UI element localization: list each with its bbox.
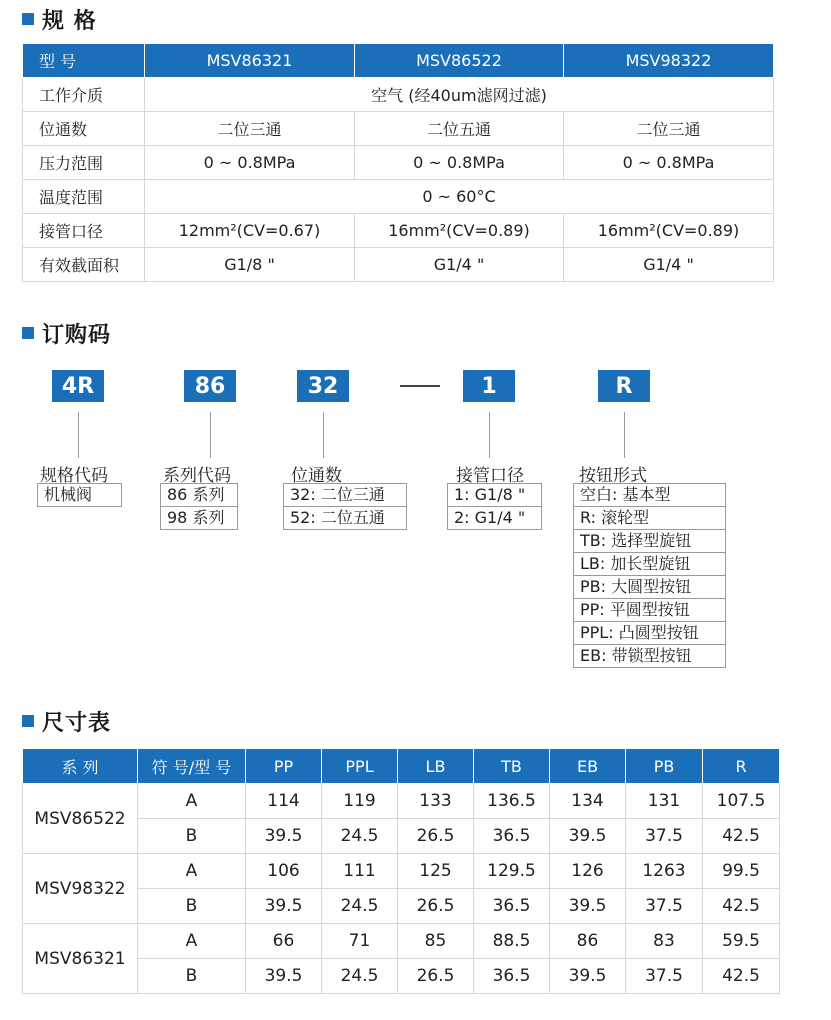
value-cell: 86 [550,924,626,959]
spec-cell: 二位五通 [355,112,564,146]
value-cell: 36.5 [474,889,550,924]
spec-table [22,43,774,282]
option-item: 98 系列 [160,506,238,530]
option-item: TB: 选择型旋钮 [573,529,726,553]
value-cell: 126 [550,854,626,889]
value-cell: 39.5 [246,819,322,854]
dim-title: 尺寸表 [42,710,112,736]
value-cell: 36.5 [474,819,550,854]
symbol-cell: A [138,924,246,959]
spec-row-label: 压力范围 [23,146,145,180]
value-cell: 37.5 [626,959,703,994]
value-cell: 24.5 [322,819,398,854]
option-item: 空白: 基本型 [573,483,726,507]
value-cell: 83 [626,924,703,959]
value-cell: 106 [246,854,322,889]
dim-header-cell: PPL [322,749,398,784]
option-item: 1: G1/8 " [447,483,542,507]
group-label-spec: 规格代码 [40,466,108,486]
section-marker-icon [22,715,34,727]
code-dash [400,385,440,387]
dim-header-cell: 系 列 [23,749,138,784]
spec-header-cell: MSV86522 [355,44,564,78]
option-list-series [160,484,238,530]
value-cell: 59.5 [703,924,780,959]
option-item: 2: G1/4 " [447,506,542,530]
option-item: PPL: 凸圆型按钮 [573,621,726,645]
connector-line [489,412,490,458]
spec-row-pressure [23,146,774,180]
dimension-table [22,748,780,994]
spec-cell: 空气 (经40um滤网过滤) [145,78,774,112]
dim-header-cell: PB [626,749,703,784]
value-cell: 26.5 [398,889,474,924]
code-box-ways: 32 [297,370,349,402]
order-section-title [22,318,111,348]
value-cell: 26.5 [398,959,474,994]
option-item: 52: 二位五通 [283,506,407,530]
option-list-ways [283,484,407,530]
option-list-port [447,484,542,530]
symbol-cell: B [138,959,246,994]
group-label-series: 系列代码 [163,466,231,486]
value-cell: 85 [398,924,474,959]
option-item: 32: 二位三通 [283,483,407,507]
value-cell: 1263 [626,854,703,889]
value-cell: 129.5 [474,854,550,889]
spec-row-area [23,248,774,282]
group-label-ways: 位通数 [291,466,342,486]
value-cell: 134 [550,784,626,819]
value-cell: 136.5 [474,784,550,819]
value-cell: 133 [398,784,474,819]
code-box-series: 86 [184,370,236,402]
symbol-cell: A [138,854,246,889]
value-cell: 125 [398,854,474,889]
option-item: LB: 加长型旋钮 [573,552,726,576]
spec-cell: 12mm²(CV=0.67) [145,214,355,248]
value-cell: 24.5 [322,889,398,924]
spec-row-label: 温度范围 [23,180,145,214]
value-cell: 111 [322,854,398,889]
value-cell: 131 [626,784,703,819]
value-cell: 114 [246,784,322,819]
spec-row-ways [23,112,774,146]
dim-header-cell: LB [398,749,474,784]
option-item: EB: 带锁型按钮 [573,644,726,668]
symbol-cell: B [138,889,246,924]
value-cell: 71 [322,924,398,959]
spec-header-cell: MSV86321 [145,44,355,78]
spec-cell: 二位三通 [145,112,355,146]
value-cell: 42.5 [703,819,780,854]
symbol-cell: A [138,784,246,819]
connector-line [624,412,625,458]
spec-cell: 16mm²(CV=0.89) [564,214,774,248]
dim-header-cell: TB [474,749,550,784]
value-cell: 119 [322,784,398,819]
dim-header-cell: 符 号/型 号 [138,749,246,784]
value-cell: 39.5 [550,889,626,924]
section-marker-icon [22,13,34,25]
spec-row-label: 位通数 [23,112,145,146]
value-cell: 99.5 [703,854,780,889]
spec-row-medium [23,78,774,112]
option-item: R: 滚轮型 [573,506,726,530]
spec-row-label: 工作介质 [23,78,145,112]
dim-body [23,784,780,994]
value-cell: 42.5 [703,889,780,924]
value-cell: 107.5 [703,784,780,819]
spec-header-cell: MSV98322 [564,44,774,78]
table-row [23,924,780,959]
spec-cell: G1/4 " [564,248,774,282]
connector-line [323,412,324,458]
section-marker-icon [22,327,34,339]
table-row [23,854,780,889]
spec-cell: 16mm²(CV=0.89) [355,214,564,248]
value-cell: 66 [246,924,322,959]
connector-line [210,412,211,458]
value-cell: 39.5 [246,959,322,994]
code-box-button: R [598,370,650,402]
spec-title: 规 格 [42,8,97,34]
table-row [23,784,780,819]
spec-row-label: 有效截面积 [23,248,145,282]
option-item: PB: 大圆型按钮 [573,575,726,599]
spec-cell: 二位三通 [564,112,774,146]
spec-header-cell: 型 号 [23,44,145,78]
value-cell: 39.5 [246,889,322,924]
value-cell: 88.5 [474,924,550,959]
spec-row-label: 接管口径 [23,214,145,248]
spec-row-temperature [23,180,774,214]
connector-line [78,412,79,458]
spec-row-port [23,214,774,248]
dim-header-cell: EB [550,749,626,784]
dim-section-title [22,706,111,736]
spec-cell: G1/8 " [145,248,355,282]
value-cell: 37.5 [626,889,703,924]
series-cell: MSV86522 [23,784,138,854]
dim-header-row [23,749,780,784]
option-list-button [573,484,726,668]
group-label-port: 接管口径 [456,466,524,486]
value-cell: 36.5 [474,959,550,994]
spec-cell: 0 ~ 0.8MPa [145,146,355,180]
option-item: 机械阀 [37,483,122,507]
spec-cell: 0 ~ 0.8MPa [564,146,774,180]
value-cell: 24.5 [322,959,398,994]
value-cell: 37.5 [626,819,703,854]
value-cell: 42.5 [703,959,780,994]
option-list-spec [37,484,122,507]
spec-section-title [22,4,97,34]
option-item: PP: 平圆型按钮 [573,598,726,622]
code-box-spec: 4R [52,370,104,402]
spec-cell: 0 ~ 0.8MPa [355,146,564,180]
symbol-cell: B [138,819,246,854]
spec-cell: G1/4 " [355,248,564,282]
value-cell: 26.5 [398,819,474,854]
spec-header-row [23,44,774,78]
dim-header-cell: PP [246,749,322,784]
group-label-button: 按钮形式 [579,466,647,486]
value-cell: 39.5 [550,959,626,994]
code-box-port: 1 [463,370,515,402]
dim-header-cell: R [703,749,780,784]
value-cell: 39.5 [550,819,626,854]
option-item: 86 系列 [160,483,238,507]
order-title: 订购码 [42,322,112,348]
series-cell: MSV86321 [23,924,138,994]
spec-cell: 0 ~ 60°C [145,180,774,214]
series-cell: MSV98322 [23,854,138,924]
